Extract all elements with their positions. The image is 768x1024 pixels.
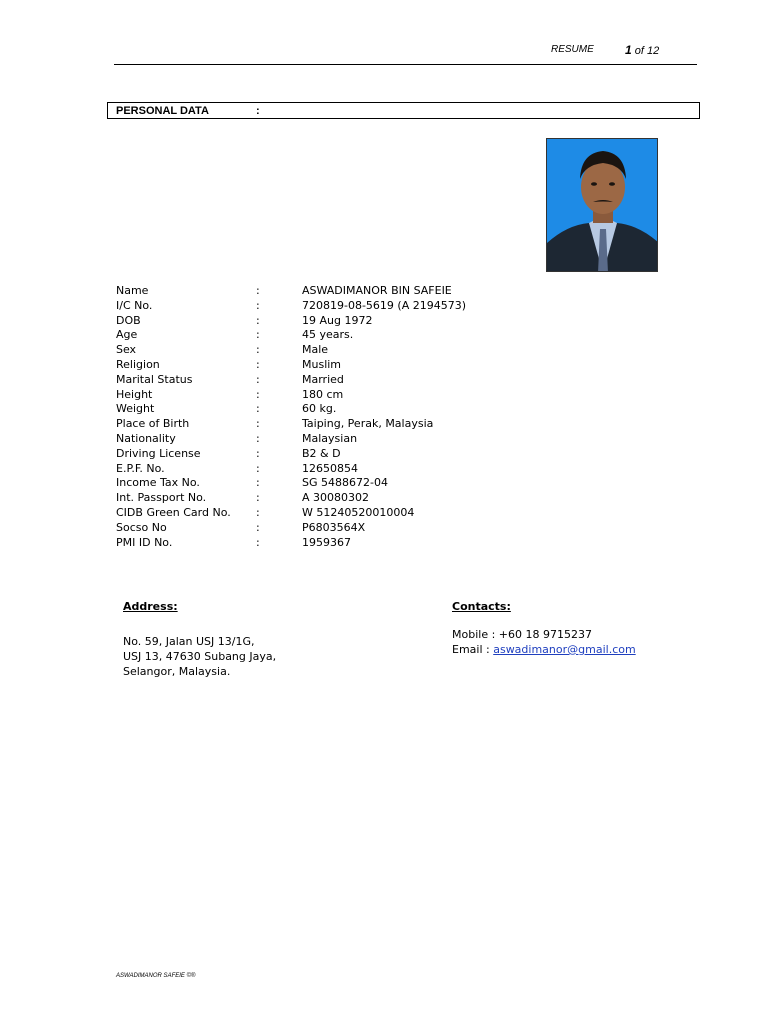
field-label: Nationality bbox=[116, 431, 176, 445]
field-row-pmi-id-no bbox=[116, 536, 616, 551]
field-row-dob bbox=[116, 314, 616, 329]
field-value: 45 years. bbox=[302, 328, 354, 342]
field-row-ic-no bbox=[116, 299, 616, 314]
personal-data-list bbox=[116, 284, 616, 550]
field-value: Male bbox=[302, 343, 329, 357]
field-label: Int. Passport No. bbox=[116, 491, 207, 505]
field-row-epf-no bbox=[116, 462, 616, 477]
field-row-passport-no bbox=[116, 491, 616, 506]
header-doc-label: RESUME bbox=[551, 44, 594, 55]
field-label: Socso No bbox=[116, 520, 167, 534]
portrait-image bbox=[547, 139, 658, 272]
field-label: Weight bbox=[116, 402, 155, 416]
page-total: of 12 bbox=[634, 45, 660, 57]
field-colon: : bbox=[256, 328, 260, 342]
address-heading: Address: bbox=[123, 600, 178, 613]
field-label: Marital Status bbox=[116, 372, 193, 386]
field-value: B2 & D bbox=[302, 446, 341, 460]
field-row-name bbox=[116, 284, 616, 299]
field-value: Taiping, Perak, Malaysia bbox=[302, 417, 434, 431]
field-row-driving-license bbox=[116, 447, 616, 462]
section-title: PERSONAL DATA bbox=[116, 105, 209, 117]
section-heading-box bbox=[107, 102, 700, 119]
field-label: I/C No. bbox=[116, 298, 153, 312]
email-line bbox=[452, 642, 636, 657]
field-colon: : bbox=[256, 357, 260, 371]
field-row-weight bbox=[116, 402, 616, 417]
field-value: Malaysian bbox=[302, 431, 358, 445]
field-value: P6803564X bbox=[302, 520, 366, 534]
field-value: W 51240520010004 bbox=[302, 505, 415, 519]
field-label: PMI ID No. bbox=[116, 535, 173, 549]
header-divider bbox=[114, 64, 697, 65]
field-label: Religion bbox=[116, 357, 160, 371]
field-label: Name bbox=[116, 284, 149, 297]
page-number: 1 bbox=[625, 43, 632, 57]
field-row-nationality bbox=[116, 432, 616, 447]
contacts-heading: Contacts: bbox=[452, 600, 511, 613]
field-value: 180 cm bbox=[302, 387, 344, 401]
field-colon: : bbox=[256, 284, 260, 297]
field-colon: : bbox=[256, 431, 260, 445]
field-row-religion bbox=[116, 358, 616, 373]
field-value: 1959367 bbox=[302, 535, 351, 549]
field-label: Age bbox=[116, 328, 138, 342]
field-colon: : bbox=[256, 313, 260, 327]
field-label: Sex bbox=[116, 343, 137, 357]
field-value: Married bbox=[302, 372, 344, 386]
field-label: E.P.F. No. bbox=[116, 461, 165, 475]
address-line: USJ 13, 47630 Subang Jaya, bbox=[123, 650, 277, 663]
field-row-income-tax-no bbox=[116, 476, 616, 491]
field-colon: : bbox=[256, 298, 260, 312]
footer-copyright: ASWADIMANOR SAFEIE ©® bbox=[116, 973, 196, 979]
field-value: 60 kg. bbox=[302, 402, 337, 416]
field-row-socso-no bbox=[116, 521, 616, 536]
mobile-line: Mobile : +60 18 9715237 bbox=[452, 628, 592, 641]
email-prefix: Email : bbox=[452, 643, 494, 656]
field-colon: : bbox=[256, 476, 260, 490]
field-value: 720819-08-5619 (A 2194573) bbox=[302, 298, 467, 312]
field-colon: : bbox=[256, 446, 260, 460]
contacts-block bbox=[452, 627, 636, 657]
field-colon: : bbox=[256, 491, 260, 505]
field-row-place-of-birth bbox=[116, 417, 616, 432]
field-label: CIDB Green Card No. bbox=[116, 505, 231, 519]
field-label: Income Tax No. bbox=[116, 476, 200, 490]
field-value: A 30080302 bbox=[302, 491, 370, 505]
field-row-cidb-card-no bbox=[116, 506, 616, 521]
field-colon: : bbox=[256, 520, 260, 534]
field-colon: : bbox=[256, 535, 260, 549]
address-block bbox=[123, 634, 276, 679]
field-row-age bbox=[116, 328, 616, 343]
field-value: SG 5488672-04 bbox=[302, 476, 388, 490]
address-line: Selangor, Malaysia. bbox=[123, 665, 231, 678]
field-row-height bbox=[116, 388, 616, 403]
field-label: Place of Birth bbox=[116, 417, 190, 431]
field-row-sex bbox=[116, 343, 616, 358]
field-colon: : bbox=[256, 417, 260, 431]
header-page-indicator bbox=[625, 43, 659, 57]
field-colon: : bbox=[256, 402, 260, 416]
field-colon: : bbox=[256, 505, 260, 519]
field-value: ASWADIMANOR BIN SAFEIE bbox=[302, 284, 452, 297]
field-value: 19 Aug 1972 bbox=[302, 313, 373, 327]
portrait-photo bbox=[546, 138, 658, 272]
field-colon: : bbox=[256, 372, 260, 386]
field-colon: : bbox=[256, 387, 260, 401]
email-link[interactable]: aswadimanor@gmail.com bbox=[493, 643, 636, 656]
field-label: Height bbox=[116, 387, 153, 401]
field-colon: : bbox=[256, 461, 260, 475]
field-value: Muslim bbox=[302, 357, 342, 371]
address-line: No. 59, Jalan USJ 13/1G, bbox=[123, 635, 255, 648]
field-colon: : bbox=[256, 343, 260, 357]
section-colon: : bbox=[256, 105, 260, 117]
field-value: 12650854 bbox=[302, 461, 358, 475]
field-label: Driving License bbox=[116, 446, 201, 460]
field-row-marital-status bbox=[116, 373, 616, 388]
field-label: DOB bbox=[116, 313, 141, 327]
